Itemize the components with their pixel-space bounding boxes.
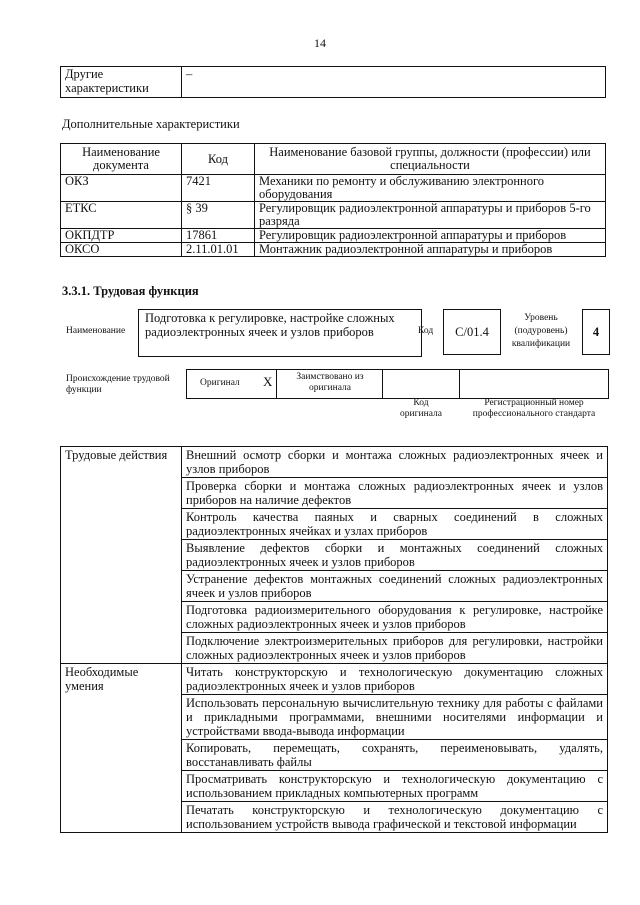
function-name-label: Наименование (66, 326, 126, 336)
divider (276, 369, 277, 399)
origin-code-label: Код оригинала (400, 398, 442, 419)
action-item: Внешний осмотр сборки и монтажа сложных радиоэлектронных ячеек и узлов приборов (182, 447, 608, 478)
origin-borrowed: Заимствовано из оригинала (296, 372, 364, 393)
function-name: Подготовка к регулировке, настройке сложных радиоэлектронных ячеек и узлов приборов (138, 309, 422, 357)
divider (459, 369, 460, 399)
action-item: Выявление дефектов сборки и монтажных соединений сложных радиоэлектронных ячеек и узлов приборов (182, 540, 608, 571)
original-mark: X (263, 374, 273, 389)
table-row (61, 447, 608, 478)
code-label: Код (418, 326, 434, 336)
cell-group: Регулировщик радиоэлектронной аппаратуры и приборов (255, 229, 606, 243)
cell-code: 7421 (182, 175, 255, 202)
additional-title: Дополнительные характеристики (62, 117, 240, 131)
cell-group: Регулировщик радиоэлектронной аппаратуры и приборов 5-го разряда (255, 202, 606, 229)
skill-item: Просматривать конструкторскую и технологическую документацию с использованием прикладных компьютерных программ (182, 771, 608, 802)
other-characteristics-table (60, 66, 606, 98)
actions-skills-table (60, 446, 608, 833)
action-item: Контроль качества паяных и сварных соединений в сложных радиоэлектронных ячейках и узлах приборов (182, 509, 608, 540)
table-row (61, 175, 606, 202)
skill-item: Использовать персональную вычислительную технику для работы с файлами и прикладными программами, внешними носителями информации и устройствами ввода-вывода информации (182, 695, 608, 740)
registration-number-label: Регистрационный номер профессионального стандарта (472, 398, 596, 419)
skills-label: Необходимые умения (61, 664, 182, 833)
other-characteristics-label: Другие характеристики (61, 67, 182, 98)
cell-code: 2.11.01.01 (182, 243, 255, 257)
divider (382, 369, 383, 399)
skill-item: Печатать конструкторскую и технологическую документацию с использованием устройств вывода графической и текстовой информации (182, 802, 608, 833)
table-row (61, 202, 606, 229)
skill-item: Читать конструкторскую и технологическую документацию сложных радиоэлектронных ячеек и узлов приборов (182, 664, 608, 695)
table-row (61, 243, 606, 257)
action-item: Устранение дефектов монтажных соединений сложных радиоэлектронных ячеек и узлов приборов (182, 571, 608, 602)
action-item: Проверка сборки и монтажа сложных радиоэлектронных ячеек и узлов приборов на наличие дефектов (182, 478, 608, 509)
section-title: 3.3.1. Трудовая функция (62, 284, 199, 298)
cell-code: § 39 (182, 202, 255, 229)
cell-document: ОКПДТР (61, 229, 182, 243)
col-header-group: Наименование базовой группы, должности (профессии) или специальности (255, 144, 606, 175)
origin-label: Происхождение трудовой функции (66, 374, 170, 395)
other-characteristics-value: – (182, 67, 606, 98)
col-header-document: Наименование документа (61, 144, 182, 175)
cell-document: ОКЗ (61, 175, 182, 202)
level-value: 4 (582, 309, 610, 355)
table-row (61, 664, 608, 695)
cell-group: Механики по ремонту и обслуживанию электронного оборудования (255, 175, 606, 202)
level-label: Уровень (подуровень) квалификации (511, 313, 571, 349)
origin-original: Оригинал (200, 378, 240, 388)
origin-box (186, 369, 609, 399)
page-number: 14 (314, 36, 326, 50)
skill-item: Копировать, перемещать, сохранять, переименовывать, удалять, восстанавливать файлы (182, 740, 608, 771)
cell-document: ЕТКС (61, 202, 182, 229)
actions-label: Трудовые действия (61, 447, 182, 664)
function-code: C/01.4 (443, 309, 501, 355)
additional-characteristics-table (60, 143, 606, 257)
action-item: Подключение электроизмерительных приборов для регулировки, настройки сложных радиоэлектронных ячеек и узлов приборов (182, 633, 608, 664)
col-header-code: Код (182, 144, 255, 175)
cell-document: ОКСО (61, 243, 182, 257)
cell-code: 17861 (182, 229, 255, 243)
table-row (61, 229, 606, 243)
cell-group: Монтажник радиоэлектронной аппаратуры и приборов (255, 243, 606, 257)
action-item: Подготовка радиоизмерительного оборудования к регулировке, настройке сложных радиоэлектронных ячеек и узлов приборов (182, 602, 608, 633)
